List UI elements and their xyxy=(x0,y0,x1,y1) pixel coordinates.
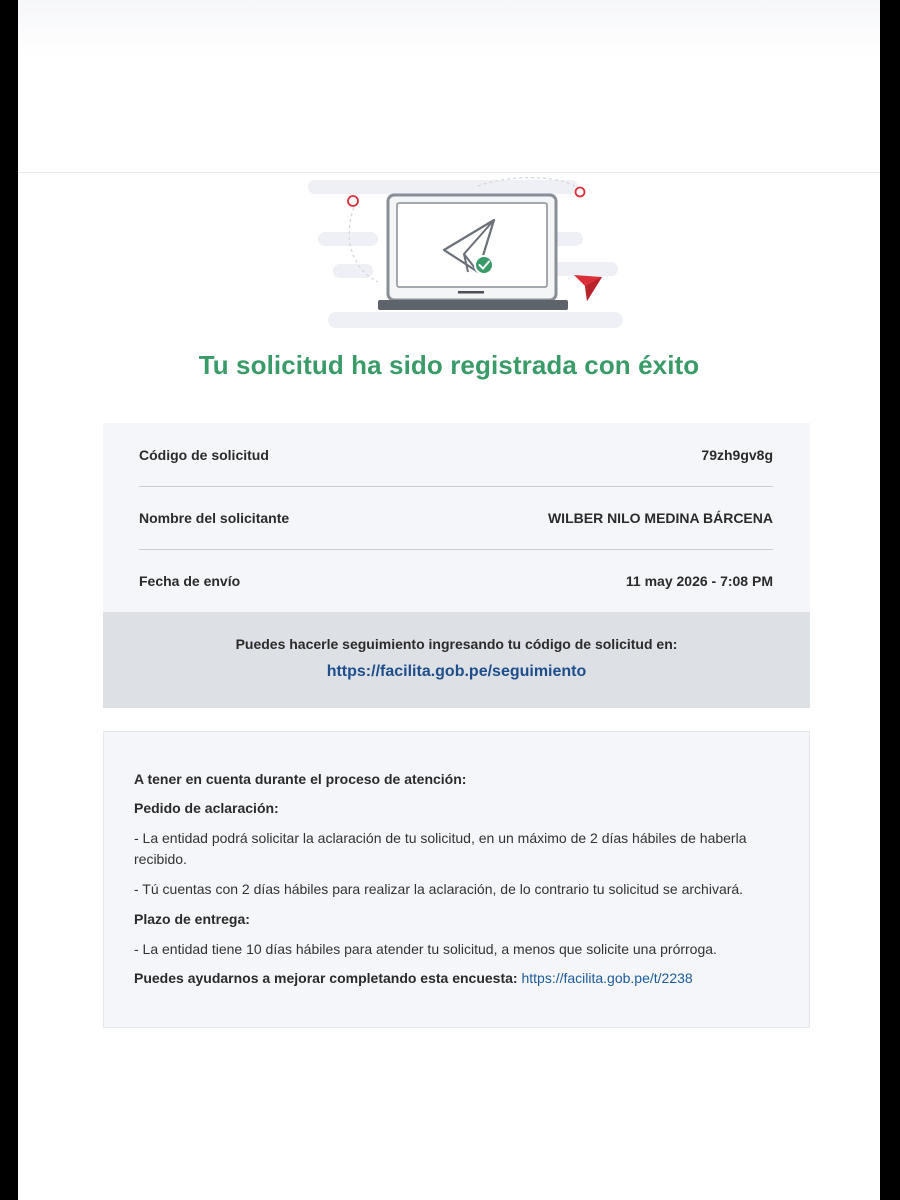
right-border xyxy=(880,0,900,1200)
left-border xyxy=(0,0,18,1200)
tracking-text: Puedes hacerle seguimiento ingresando tu código de solicitud en: xyxy=(235,636,678,652)
tracking-link[interactable]: https://facilita.gob.pe/seguimiento xyxy=(326,663,587,680)
detail-row-code xyxy=(139,423,773,486)
survey-text: Puedes ayudarnos a mejorar completando esta encuesta: xyxy=(134,970,518,986)
applicant-name-value: WILBER NILO MEDINA BÁRCENA xyxy=(547,509,773,526)
laptop-paper-plane-check-icon xyxy=(288,172,638,337)
tracking-box xyxy=(103,612,810,708)
detail-label: Nombre del solicitante xyxy=(139,509,290,526)
deadline-title: Plazo de entrega: xyxy=(134,911,250,927)
request-code-value: 79zh9gv8g xyxy=(701,446,773,463)
detail-row-applicant xyxy=(139,486,773,549)
page xyxy=(18,0,880,1200)
survey-link[interactable]: https://facilita.gob.pe/t/2238 xyxy=(521,970,693,986)
success-title: Tu solicitud ha sido registrada con éxito xyxy=(198,350,700,380)
clarification-title: Pedido de aclaración: xyxy=(134,800,279,816)
detail-row-date xyxy=(139,549,773,612)
top-header xyxy=(18,0,880,173)
notes-heading: A tener en cuenta durante el proceso de atención: xyxy=(134,771,467,787)
survey-line xyxy=(134,968,784,989)
detail-label: Código de solicitud xyxy=(139,446,269,463)
clarification-note-1: - La entidad podrá solicitar la aclaración de tu solicitud, en un máximo de 2 días hábiles de haberla recibido. xyxy=(134,830,747,867)
notes-card xyxy=(103,731,810,1028)
send-date-value: 11 may 2026 - 7:08 PM xyxy=(625,572,773,589)
request-details-card xyxy=(103,423,810,708)
deadline-note: - La entidad tiene 10 días hábiles para atender tu solicitud, a menos que solicite una prórroga. xyxy=(134,941,717,957)
detail-label: Fecha de envío xyxy=(139,572,241,589)
clarification-note-2: - Tú cuentas con 2 días hábiles para realizar la aclaración, de lo contrario tu solicitud se archivará. xyxy=(134,881,744,897)
